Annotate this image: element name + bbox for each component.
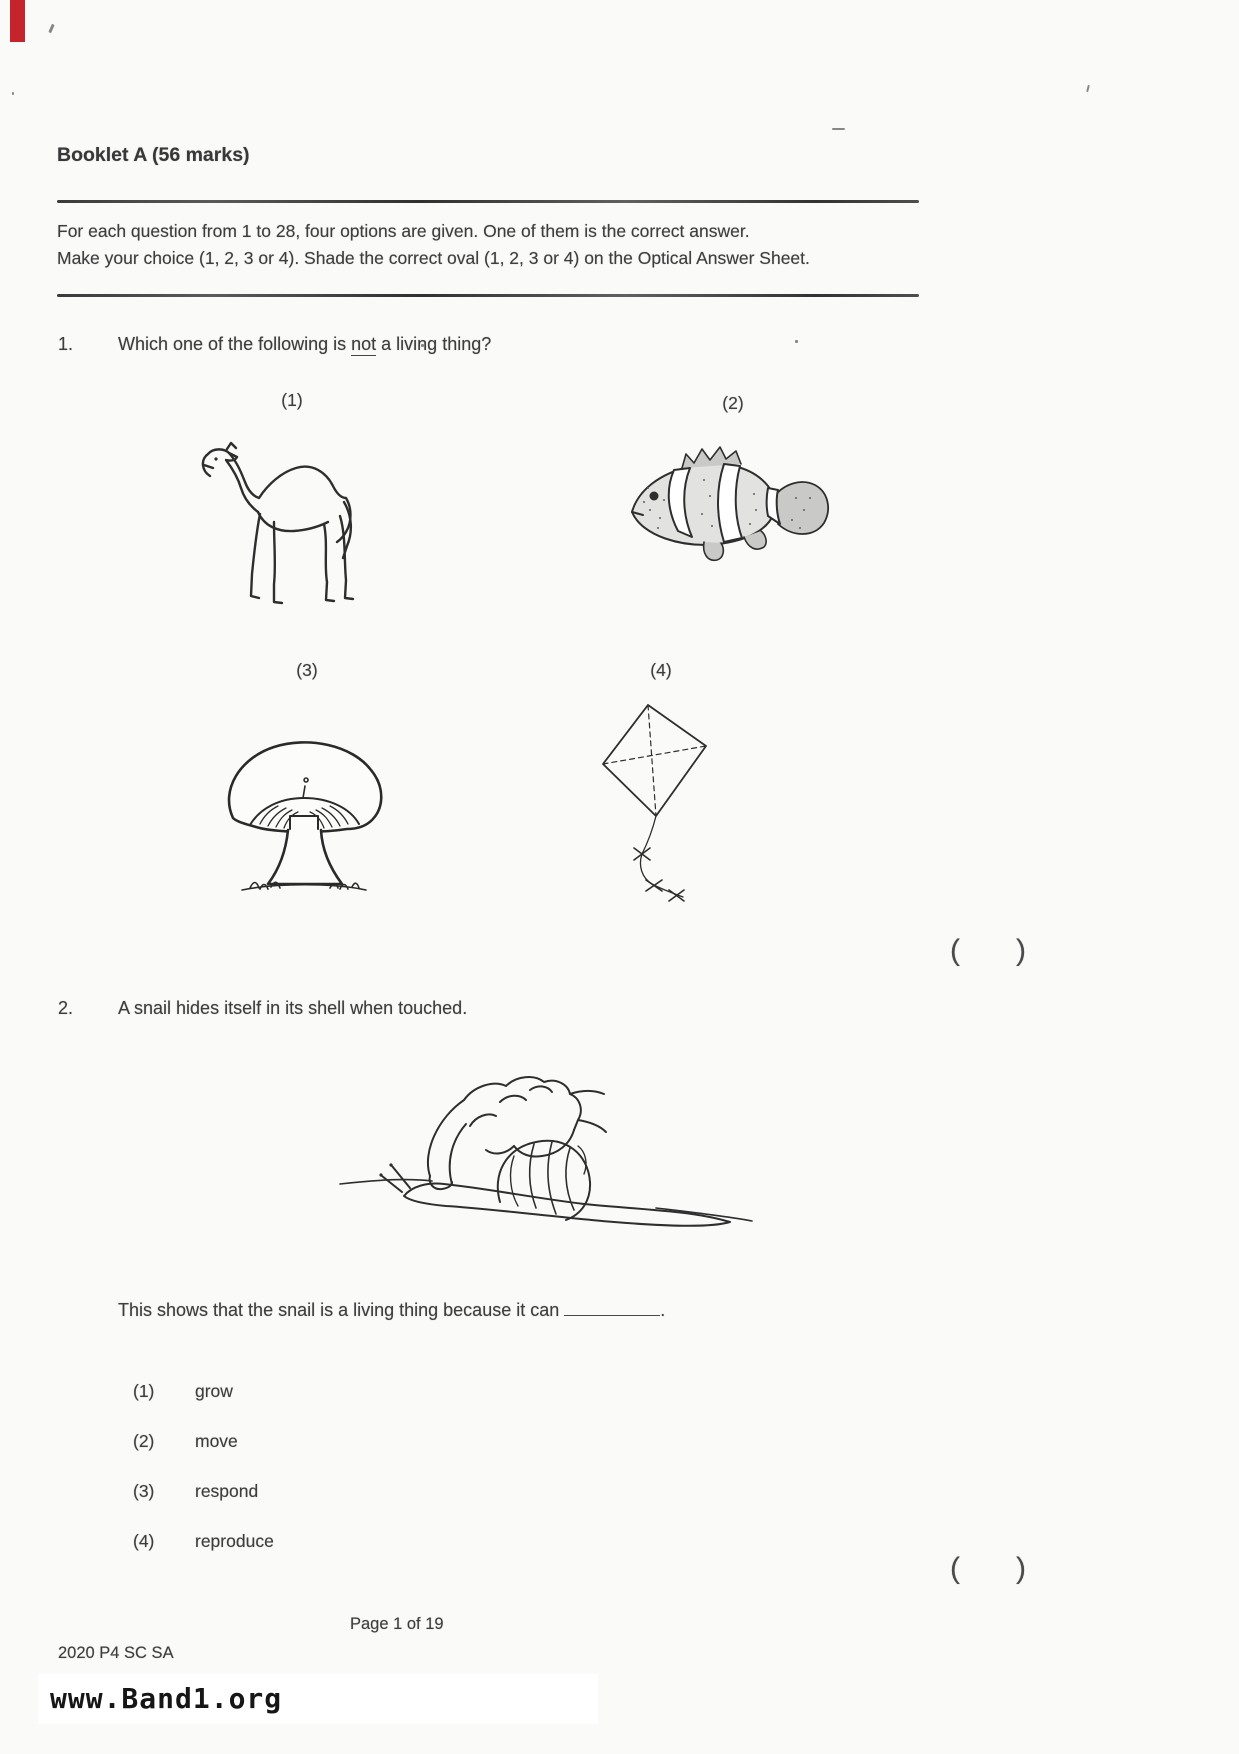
q2-option-4-text: reproduce xyxy=(195,1531,274,1551)
q2-answer-bracket-close: ) xyxy=(1016,1552,1026,1585)
kite-drawing xyxy=(597,700,715,912)
scan-speck xyxy=(12,92,14,95)
question-1-text xyxy=(118,334,491,355)
q2-fill-suffix: . xyxy=(660,1300,666,1320)
instructions-rule xyxy=(57,294,919,297)
q2-option-3-text: respond xyxy=(195,1481,259,1501)
q2-option-1-text: grow xyxy=(195,1381,233,1401)
question-2-number: 2. xyxy=(58,998,74,1018)
question-1-text-suffix: a living thing? xyxy=(376,334,492,354)
q2-option-2-label: (2) xyxy=(133,1431,155,1451)
mushroom-drawing xyxy=(216,732,392,908)
question-1-underlined-word: not xyxy=(351,334,377,354)
instructions-line-1: For each question from 1 to 28, four options are given. One of them is the correct answer. xyxy=(57,221,750,241)
q1-answer-bracket-close: ) xyxy=(1016,934,1026,967)
scan-speck xyxy=(1086,85,1090,92)
scan-speck xyxy=(795,340,798,343)
q1-option-1-label: (1) xyxy=(281,390,303,410)
question-1-text-prefix: Which one of the following is xyxy=(118,334,352,354)
q2-option-3-label: (3) xyxy=(133,1481,155,1501)
booklet-title: Booklet A (56 marks) xyxy=(57,144,250,166)
q1-option-2-label: (2) xyxy=(722,393,744,413)
q2-fill-prefix: This shows that the snail is a living thing because it can xyxy=(118,1300,565,1320)
instructions-line-2: Make your choice (1, 2, 3 or 4). Shade the correct oval (1, 2, 3 or 4) on the Optical Answer Sheet. xyxy=(57,248,810,268)
paper-code: 2020 P4 SC SA xyxy=(58,1644,174,1662)
q2-answer-bracket-open: ( xyxy=(950,1552,960,1585)
clownfish-drawing xyxy=(620,436,842,578)
q2-option-4-label: (4) xyxy=(133,1531,155,1551)
q2-option-2-text: move xyxy=(195,1431,238,1451)
q1-option-4-label: (4) xyxy=(650,660,672,680)
q2-answer-blank xyxy=(564,1301,660,1316)
red-scan-mark xyxy=(10,0,25,42)
question-1-number: 1. xyxy=(58,334,74,354)
question-2-text: A snail hides itself in its shell when touched. xyxy=(118,998,468,1018)
watermark: www.Band1.org xyxy=(50,1682,283,1715)
q1-answer-bracket-open: ( xyxy=(950,934,960,967)
scan-speck xyxy=(832,128,845,130)
page-number: Page 1 of 19 xyxy=(350,1615,444,1633)
q2-option-1-label: (1) xyxy=(133,1381,155,1401)
q2-fill-in-sentence xyxy=(118,1300,665,1321)
header-rule xyxy=(57,200,919,203)
scan-speck xyxy=(48,24,54,33)
hand-touching-snail-drawing xyxy=(334,1056,758,1270)
instructions xyxy=(57,218,957,272)
q1-option-3-label: (3) xyxy=(296,660,318,680)
camel-drawing xyxy=(194,432,382,644)
